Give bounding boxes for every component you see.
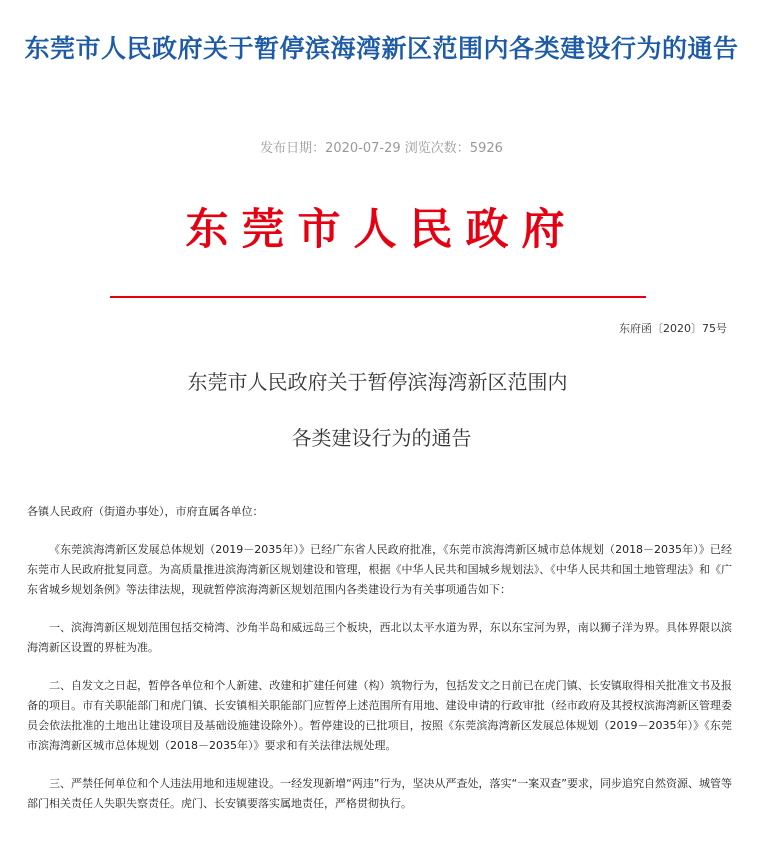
paragraph-2: 二、自发文之日起，暂停各单位和个人新建、改建和扩建任何建（构）筑物行为，包括发文之日前已在虎门镇、长安镇取得相关批准文书及报备的项目。市有关职能部门和虎门镇、长安镇相关职能部门应暂停上述范围所有用地、建设申请的行政审批（经市政府及其授权滨海湾新区管理委员会依法批准的土地出让建设项目及基础设施建设除外）。暂停建设的已批项目，按照《东莞滨海湾新区发展总体规划（2019－2035年）》《东莞市滨海湾新区城市总体规划（2018－2035年）》要求和有关法律法规处理。 (27, 679, 732, 752)
paragraph-1: 一、滨海湾新区规划范围包括交椅湾、沙角半岛和威远岛三个板块，西北以太平水道为界，东以东宝河为界，南以狮子洋为界。具体界限以滨海湾新区设置的界桩为准。 (27, 621, 732, 654)
paragraph-3: 三、严禁任何单位和个人违法用地和违规建设。一经发现新增“两违”行为，坚决从严查处，落实“一案双查”要求，同步追究自然资源、城管等部门相关责任人失职失察责任。虎门、长安镇要落实属地责任，严格贯彻执行。 (27, 777, 732, 810)
document-number: 东府函〔2020〕75号 (619, 322, 727, 335)
red-divider (110, 296, 646, 298)
issuer-header: 东莞市人民政府 (185, 205, 578, 255)
notice-title-line2: 各类建设行为的通告 (291, 426, 472, 450)
salutation: 各镇人民政府（街道办事处），市府直属各单位： (27, 505, 264, 518)
publish-meta: 发布日期：2020-07-29 浏览次数：5926 (260, 141, 503, 156)
page-title: 东莞市人民政府关于暂停滨海湾新区范围内各类建设行为的通告 (24, 34, 739, 63)
notice-body (27, 502, 732, 832)
paragraph-preamble: 《东莞滨海湾新区发展总体规划（2019－2035年）》已经广东省人民政府批准，《东莞市滨海湾新区城市总体规划（2018－2035年）》已经东莞市人民政府批复同意。为高质量推进滨海湾新区规划建设和管理，根据《中华人民共和国城乡规划法》、《中华人民共和国土地管理法》和《广东省城乡规划条例》等法律法规，现就暂停滨海湾新区规划范围内各类建设行为有关事项通告如下： (27, 543, 732, 596)
notice-title-line1: 东莞市人民政府关于暂停滨海湾新区范围内 (187, 370, 568, 394)
